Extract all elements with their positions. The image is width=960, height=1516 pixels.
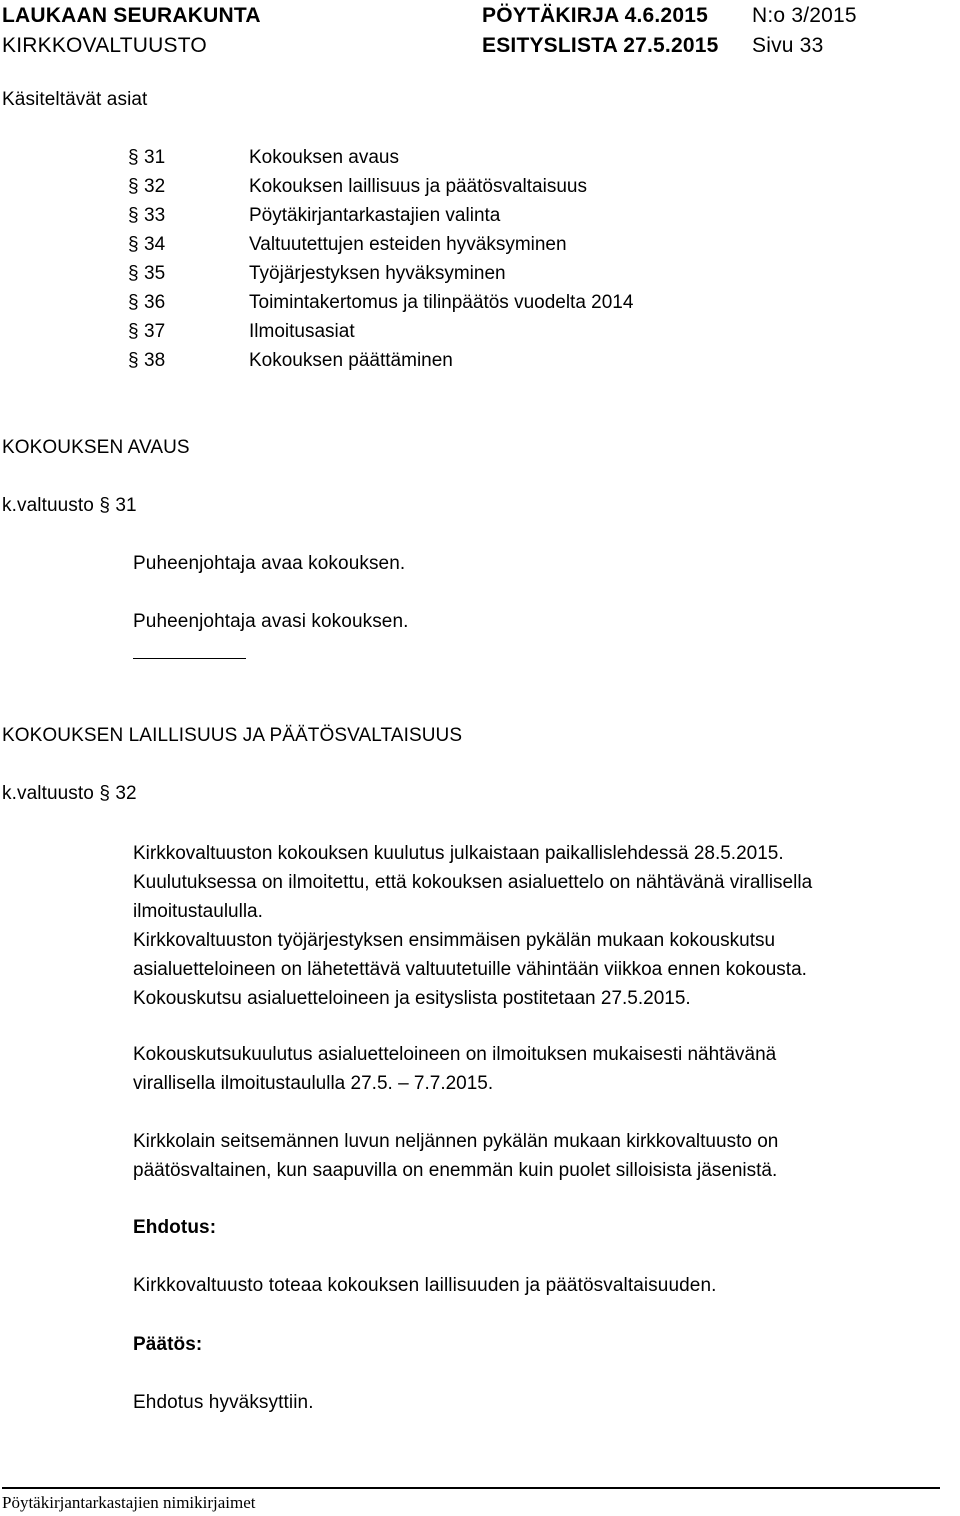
paragraph-line: virallisella ilmoitustaululla 27.5. – 7.7.2015. [133, 1073, 494, 1094]
section1-proposal: Puheenjohtaja avaa kokouksen. [133, 553, 406, 574]
agenda-item-title: Työjärjestyksen hyväksyminen [249, 263, 506, 284]
header-body: KIRKKOVALTUUSTO [2, 34, 207, 57]
agenda-item-title: Kokouksen laillisuus ja päätösvaltaisuus [249, 176, 587, 197]
agenda-item-number: 31 [144, 147, 166, 168]
section-title-avaus: KOKOUKSEN AVAUS [2, 437, 190, 458]
section-sign: § [128, 350, 139, 371]
header-page: Sivu 33 [752, 34, 824, 57]
header-number: N:o 3/2015 [752, 4, 857, 27]
agenda-heading: Käsiteltävät asiat [2, 89, 148, 110]
separator-line [133, 658, 246, 659]
agenda-item-number: 34 [144, 234, 166, 255]
section-ref-prefix: k.valtuusto [2, 495, 94, 516]
section-sign: § [128, 205, 139, 226]
decision-label: Päätös: [133, 1334, 203, 1355]
section-ref-31 [2, 495, 137, 517]
section-ref-prefix: k.valtuusto [2, 783, 94, 804]
header-minutes: PÖYTÄKIRJA 4.6.2015 [482, 4, 708, 27]
paragraph-line: Kuulutuksessa on ilmoitettu, että kokouksen asialuettelo on nähtävänä virallisella [133, 872, 813, 893]
agenda-item-title: Pöytäkirjantarkastajien valinta [249, 205, 501, 226]
section-ref-number: 32 [115, 783, 137, 804]
agenda-item-title: Ilmoitusasiat [249, 321, 355, 342]
proposal-label: Ehdotus: [133, 1217, 217, 1238]
agenda-item-number: 38 [144, 350, 166, 371]
section1-decision: Puheenjohtaja avasi kokouksen. [133, 611, 409, 632]
paragraph-line: päätösvaltainen, kun saapuvilla on enemmän kuin puolet silloisista jäsenistä. [133, 1160, 778, 1181]
agenda-item-title: Kokouksen avaus [249, 147, 399, 168]
section-sign: § [128, 263, 139, 284]
paragraph-line: Kokouskutsu asialuetteloineen ja esityslista postitetaan 27.5.2015. [133, 988, 691, 1009]
decision-text: Ehdotus hyväksyttiin. [133, 1392, 314, 1413]
section-sign: § [128, 321, 139, 342]
proposal-text: Kirkkovaltuusto toteaa kokouksen laillisuuden ja päätösvaltaisuuden. [133, 1275, 717, 1296]
paragraph-line: ilmoitustaululla. [133, 901, 263, 922]
section-ref-number: 31 [115, 495, 137, 516]
section-ref-32 [2, 783, 137, 805]
footer-rule [2, 1487, 940, 1489]
agenda-item-title: Valtuutettujen esteiden hyväksyminen [249, 234, 567, 255]
section-sign: § [128, 292, 139, 313]
agenda-item-number: 33 [144, 205, 166, 226]
agenda-item-number: 35 [144, 263, 166, 284]
agenda-item-number: 37 [144, 321, 166, 342]
header-agenda: ESITYSLISTA 27.5.2015 [482, 34, 719, 57]
paragraph-line: Kirkkolain seitsemännen luvun neljännen pykälän mukaan kirkkovaltuusto on [133, 1131, 779, 1152]
paragraph-line: Kokouskutsukuulutus asialuetteloineen on ilmoituksen mukaisesti nähtävänä [133, 1044, 777, 1065]
agenda-item-number: 32 [144, 176, 166, 197]
section-sign: § [99, 783, 110, 804]
paragraph-line: asialuetteloineen on lähetettävä valtuutetuille vähintään viikkoa ennen kokousta. [133, 959, 807, 980]
section2-paragraph-1 [133, 839, 933, 1013]
paragraph-line: Kirkkovaltuuston kokouksen kuulutus julkaistaan paikallislehdessä 28.5.2015. [133, 843, 784, 864]
section-title-laillisuus: KOKOUKSEN LAILLISUUS JA PÄÄTÖSVALTAISUUS [2, 725, 463, 746]
section-sign: § [128, 234, 139, 255]
section-sign: § [128, 176, 139, 197]
section2-paragraph-2 [133, 1040, 933, 1098]
section-sign: § [128, 147, 139, 168]
footer-signatures: Pöytäkirjantarkastajien nimikirjaimet [2, 1493, 256, 1512]
agenda-item-title: Toimintakertomus ja tilinpäätös vuodelta 2014 [249, 292, 634, 313]
paragraph-line: Kirkkovaltuuston työjärjestyksen ensimmäisen pykälän mukaan kokouskutsu [133, 930, 776, 951]
header-org: LAUKAAN SEURAKUNTA [2, 4, 261, 27]
agenda-item-number: 36 [144, 292, 166, 313]
agenda-item-title: Kokouksen päättäminen [249, 350, 453, 371]
section2-paragraph-3 [133, 1127, 933, 1185]
section-sign: § [99, 495, 110, 516]
